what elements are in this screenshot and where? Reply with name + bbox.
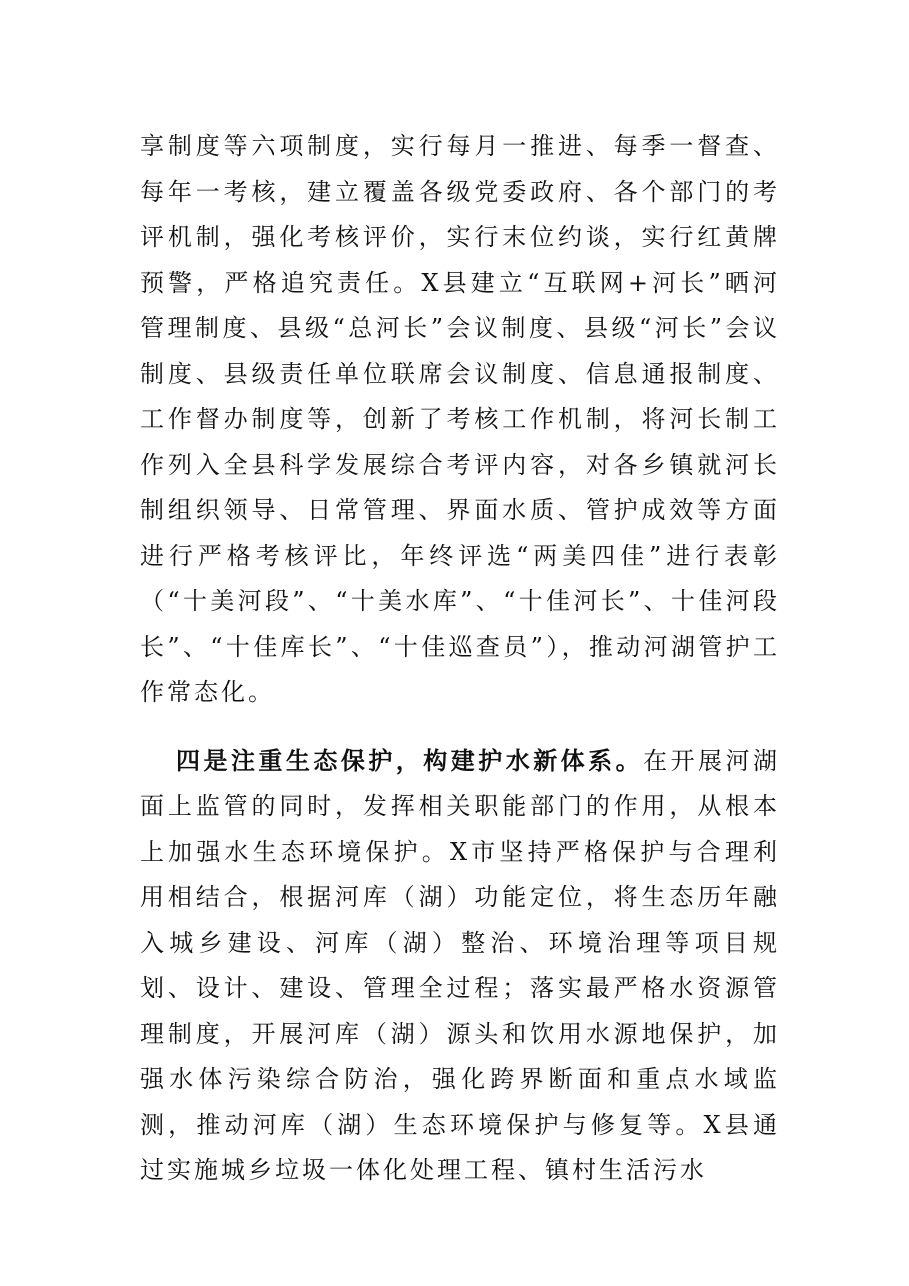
paragraph-assessment-system [140,124,780,716]
paragraph-text: 享制度等六项制度，实行每月一推进、每季一督查、每年一考核，建立覆盖各级党委政府、各个部门的考评机制，强化考核评价，实行末位约谈，实行红黄牌预警，严格追究责任。X县建立“互联网+河长”晒河管理制度、县级“总河长”会议制度、县级“河长”会议制度、县级责任单位联席会议制度、信息通报制度、工作督办制度等，创新了考核工作机制，将河长制工作列入全县科学发展综合考评内容，对各乡镇就河长制组织领导、日常管理、界面水质、管护成效等方面进行严格考核评比，年终评选“两美四佳”进行表彰（“十美河段”、“十美水库”、“十佳河长”、十佳河段长”、“十佳库长”、“十佳巡查员”），推动河湖管护工作常态化。 [140,132,780,706]
paragraph-text: 在开展河湖面上监管的同时，发挥相关职能部门的作用，从根本上加强水生态环境保护。X市坚持严格保护与合理利用相结合，根据河库（湖）功能定位，将生态历年融入城乡建设、河库（湖）整治、环境治理等项目规划、设计、建设、管理全过程；落实最严格水资源管理制度，开展河库（湖）源头和饮用水源地保护，加强水体污染综合防治，强化跨界断面和重点水域监测，推动河库（湖）生态环境保护与修复等。X县通过实施城乡垃圾一体化处理工程、镇村生活污水 [140,746,781,1184]
paragraph-lead-heading: 四是注重生态保护，构建护水新体系。 [176,746,644,775]
paragraph-ecological-protection [140,739,780,1194]
document-body [140,124,780,1194]
